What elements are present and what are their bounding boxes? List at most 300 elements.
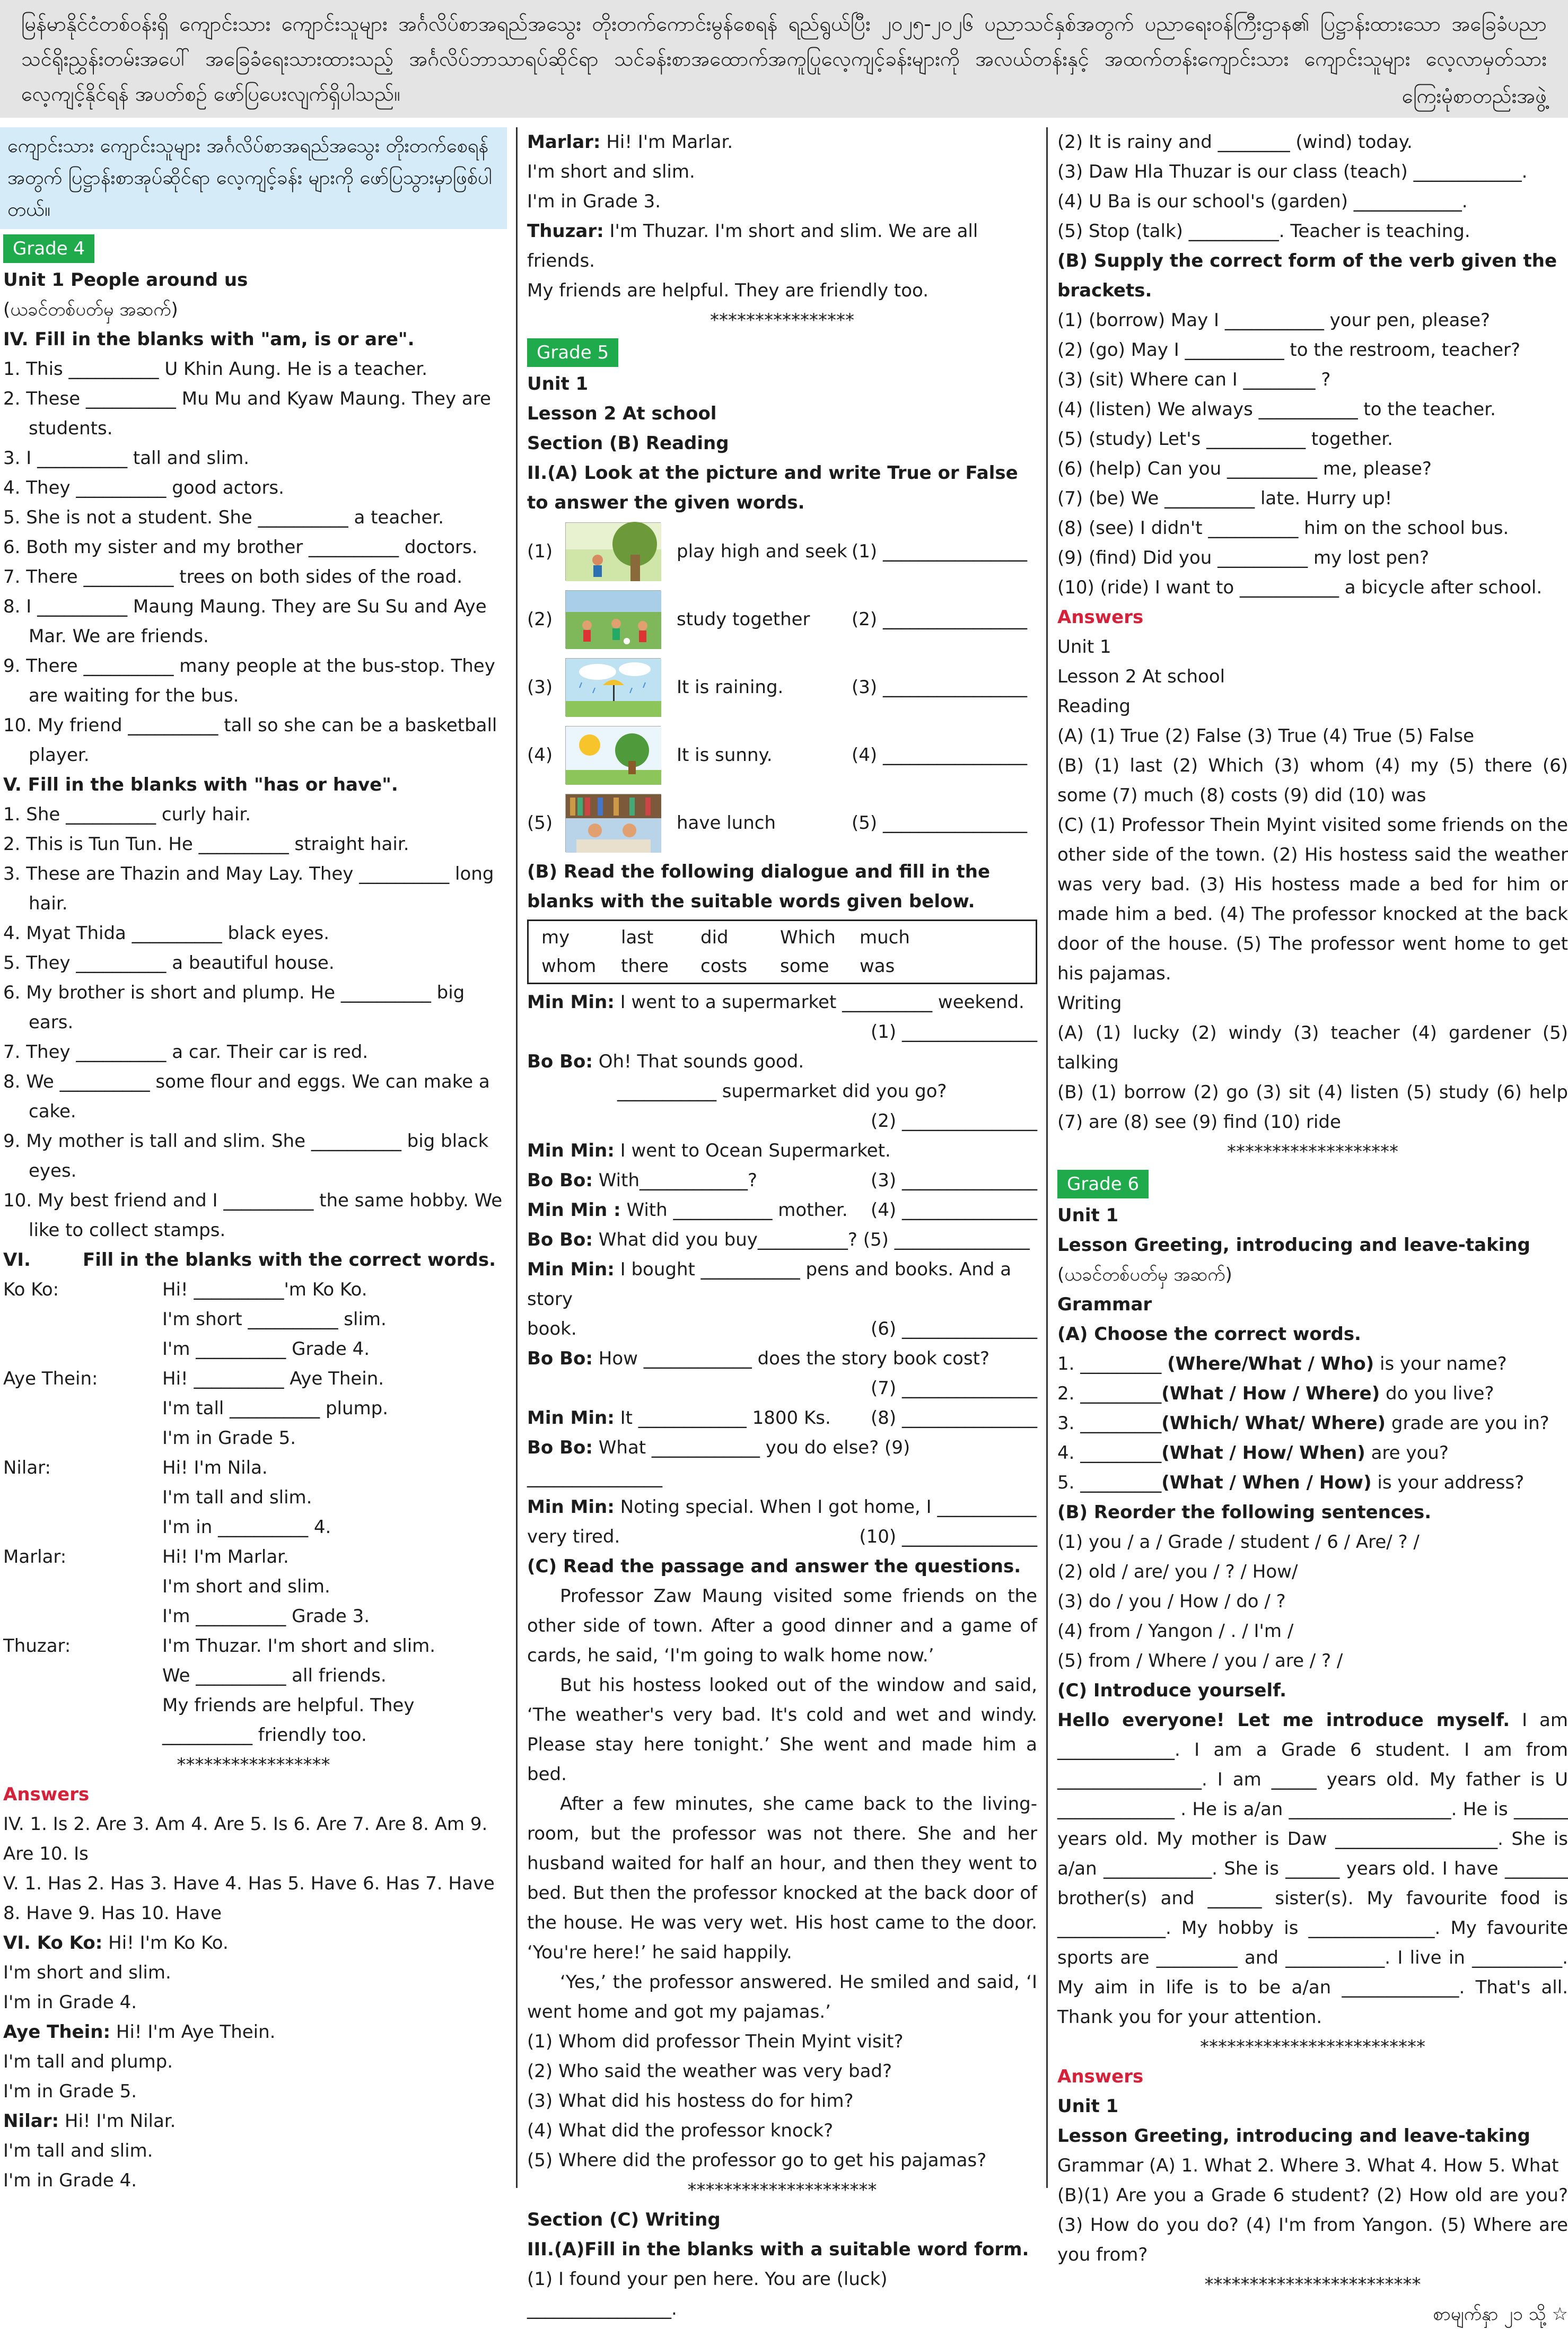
exercise-item: (4) U Ba is our school's (garden) ____________. [1057,191,1468,212]
picture-caption: have lunch [677,812,776,834]
verb-form-list [1057,305,1568,602]
dialogue-line [527,1255,1037,1314]
speaker-name: Thuzar: [3,1635,71,1657]
speaker-name: Min Min: [527,1140,615,1161]
question-b: (B) Read the following dialogue and fill in the blanks with the suitable words given below. [527,861,991,912]
question-c: (C) Read the passage and answer the questions. [527,1556,1021,1577]
speaker-name: Ko Ko: [3,1279,59,1300]
exercise-item: (9) (find) Did you __________ my lost pen? [1057,547,1430,568]
blank-number: 3. _________ [1057,1413,1162,1434]
answers-writing: Writing [1057,993,1122,1014]
answers-writing-a: (A) (1) lucky (2) windy (3) teacher (4) gardener (5) talking [1057,1022,1568,1073]
dialogue-line [527,1136,1037,1166]
dialogue-text: I bought ___________ pens and books. And a story [527,1259,1012,1310]
exercise-item: 9. There __________ many people at the bus-stop. They are waiting for the bus. [3,655,495,706]
dialogue-text: What did you buy__________? (5) _______________ [592,1229,1030,1250]
dialogue-left [527,1314,577,1344]
exercise-item: (3) (sit) Where can I ________ ? [1057,369,1331,390]
dialogue-text: I went to a supermarket __________ weekend. [614,992,1024,1013]
speaker-name [3,1661,162,1691]
answer-blank: (7) _______________ [871,1378,1037,1399]
dialogue-left [527,1433,1037,1492]
picture-number: (4) [527,745,553,766]
reading-passage [527,1581,1037,2027]
answer-speaker: VI. Ko Ko: [3,1932,103,1954]
exercise-item: (1) (borrow) May I ___________ your pen, please? [1057,310,1491,331]
dialogue-text: With ___________ mother. [620,1199,848,1221]
speaker-name: Thuzar: [527,221,604,242]
exercise-item [1057,1468,1568,1498]
dialogue-text: Hi! __________'m Ko Ko. [162,1279,367,1300]
dialogue-text: How ____________ does the story book cost? [592,1348,990,1369]
answer-line [3,2017,504,2047]
exercise-item: (5) from / Where / you / are / ? / [1057,1650,1343,1671]
word-choices: (What / How/ When) [1161,1442,1365,1464]
exercise-item: 8. I __________ Maung Maung. They are Su Su and Aye Mar. We are friends. [3,596,487,647]
word-row [541,952,1023,980]
word-box [527,920,1037,984]
section-vi-title [3,1245,504,1275]
dialogue-line [527,127,1037,157]
answer-text: Hi! I'm Nilar. [59,2111,176,2132]
word-option: whom [541,956,597,977]
answer-blank: (1) _______________ [871,1021,1037,1043]
question-a-choose: (A) Choose the correct words. [1057,1324,1361,1345]
speaker-name [3,1691,162,1750]
answers-reading-b: (B) (1) last (2) Which (3) whom (4) my (5) there (6) some (7) much (8) costs (9) did (10) was [1057,755,1568,806]
exercise-item: 7. There __________ trees on both sides of the road. [3,566,463,588]
exercise-item: (2) (go) May I ___________ to the restroom, teacher? [1057,339,1521,361]
word-form-list [1057,127,1568,246]
answer-line [3,2166,504,2195]
answers-v: V. 1. Has 2. Has 3. Have 4. Has 5. Have 6. Has 7. Have 8. Have 9. Has 10. Have [3,1873,495,1924]
word-option: Which [780,927,836,948]
section-c-writing: Section (C) Writing [527,2209,721,2230]
speaker-name: Aye Thein: [3,1368,98,1389]
answer-blank: (10) _______________ [859,1526,1037,1547]
answer-text: I'm in Grade 4. [3,1992,137,2013]
page-continue-note: စာမျက်နှာ ၂၁ သို့ ☆ [1433,2304,1568,2325]
dialogue-text: Hi! I'm Marlar. [600,132,733,153]
picture-item [527,721,1037,789]
answers-heading: Answers [3,1784,90,1805]
answers-reading-c: (C) (1) Professor Thein Myint visited some friends on the other side of the town. (2) His hostess said the weather was very bad. (3) His hostess made a bed for him or made him a bed. (4) The professor knocked at the back door of the house. (5) The professor went home to get his pajamas. [1057,815,1568,984]
dialogue-text: My friends are helpful. They are friendly too. [527,280,929,301]
answer-text: Hi! I'm Aye Thein. [110,2021,276,2043]
dialogue-line [3,1304,504,1334]
answer-speaker: Aye Thein: [3,2021,111,2043]
dialogue-text: It ____________ 1800 Ks. [614,1407,831,1429]
dialogue-line [3,1661,504,1691]
exercise-item: 7. They __________ a car. Their car is red. [3,1041,369,1063]
answer-speaker: Nilar: [3,2111,59,2132]
exercise-item [1057,1408,1568,1438]
dialogue-line [3,1512,504,1542]
dialogue-line [527,1433,1037,1492]
answers-grammar-a: Grammar (A) 1. What 2. Where 3. What 4. How 5. What [1057,2155,1559,2176]
word-option: there [621,956,669,977]
dialogue-line [3,1364,504,1394]
exercise-item: (6) (help) Can you __________ me, please? [1057,458,1432,479]
speaker-name: Nilar: [3,1457,51,1478]
dialogue-left [527,1195,848,1225]
speaker-name [3,1512,162,1542]
exercise-item: (4) (listen) We always ___________ to the teacher. [1057,399,1496,420]
answers-unit: Unit 1 [1057,636,1111,658]
exercise-item: (1) you / a / Grade / student / 6 / Are/ ? / [1057,1531,1420,1553]
exercise-item: 5. She is not a student. She __________ a teacher. [3,507,444,528]
dialogue-line [3,1275,504,1304]
answer-blank: (3) _______________ [871,1170,1037,1191]
section-v-list [3,800,504,1245]
picture-illustration [565,522,661,581]
exercise-item: 2. These __________ Mu Mu and Kyaw Maung. They are students. [3,388,491,439]
blank-number: 1. _________ [1057,1353,1168,1374]
picture-number: (3) [527,677,553,698]
exercise-item: 5. They __________ a beautiful house. [3,952,335,974]
dialogue-text: book. [527,1318,577,1339]
separator-stars: ********************* [687,2179,877,2201]
question-end: is your address? [1371,1472,1525,1493]
dialogue-left [527,1166,757,1195]
passage-paragraph: After a few minutes, she came back to the living-room, but the professor was not there. She and her husband waited for half an hour, and then they went to bed. But then the professor knocked at the back door of the house. He was very wet. His host came to the door. ‘You're here!’ he said happily. [527,1793,1037,1963]
dialogue-line [527,1225,1037,1255]
separator-stars: ******************* [1227,1141,1398,1162]
dialogue-text: Oh! That sounds good. [592,1051,804,1072]
exercise-item: 8. We __________ some flour and eggs. We can make a cake. [3,1071,490,1122]
column-3 [1057,127,1568,2325]
exercise-item: 6. Both my sister and my brother __________ doctors. [3,537,478,558]
dialogue-text: Hi! I'm Nila. [162,1457,268,1478]
dialogue-line [527,1166,1037,1195]
exercise-item: (2) old / are/ you / ? / How/ [1057,1561,1298,1582]
separator-stars: ************************* [1200,2036,1425,2057]
speaker-name: Bo Bo: [527,1229,593,1250]
answer-blank: (5) ________________ [852,812,1027,834]
exercise-item: 4. Myat Thida __________ black eyes. [3,923,330,944]
dialogue-fill [527,987,1037,1552]
dialogue-text: I'm tall __________ plump. [162,1398,389,1419]
grade-6-badge: Grade 6 [1057,1170,1149,1198]
column-1 [0,127,507,2191]
speaker-name: Marlar: [3,1546,67,1568]
answer-text: I'm short and slim. [3,1962,171,1983]
answer-line [3,2136,504,2166]
separator-stars: ************************ [1204,2274,1421,2295]
picture-illustration [565,794,661,852]
dialogue-text: Hi! __________ Aye Thein. [162,1368,384,1389]
dialogue-text: I'm tall and slim. [162,1487,312,1508]
question-item: (2) Who said the weather was very bad? [527,2061,892,2082]
blank-number: 5. _________ [1057,1472,1162,1493]
blank-number: 4. _________ [1057,1442,1162,1464]
unit-title: Unit 1 People around us [3,269,248,291]
dialogue-line [527,216,1037,276]
choose-list [1057,1349,1568,1498]
separator-stars: ***************** [177,1754,330,1775]
dialogue-left [527,1047,804,1076]
separator-stars: **************** [710,310,854,331]
header-text: မြန်မာနိုင်ငံတစ်ဝန်းရှိ ကျောင်းသား ကျောင်းသူများ အင်္ဂလိပ်စာအရည်အသွေး တိုးတက်ကောင်းမွန်စေရန် ရည်ရွယ်ပြီး ၂၀၂၅-၂၀၂၆ ပညာသင်နှစ်အတွက် ပညာရေးဝန်ကြီးဌာန၏ ပြဋ္ဌာန်းထားသော အခြေခံပညာသင်ရိုးညွှန်းတမ်းအပေါ် အခြေခံရေးသားထားသည့် အင်္ဂလိပ်ဘာသာရပ်ဆိုင်ရာ သင်ခန်းစာအထောက်အကူပြုလေ့ကျင့်ခန်းများကို အလယ်တန်းနှင့် အထက်တန်းကျောင်းသား ကျောင်းသူများ လေ့လာမှတ်သားလေ့ကျင့်နိုင်ရန် အပတ်စဉ် ဖော်ပြပေးလျက်ရှိပါသည်။ [21,12,1547,106]
speaker-name [3,1423,162,1453]
intro-lead: Hello everyone! Let me introduce myself. [1057,1710,1510,1731]
word-choices: (What / How / Where) [1161,1383,1380,1404]
introduce-yourself-text [1057,1705,1568,2032]
answers-grammar-b: (B)(1) Are you a Grade 6 student? (2) How old are you? (3) How do you do? (4) I'm from Yangon. (5) Where are you from? [1057,2185,1568,2265]
exercise-item [1057,1349,1568,1379]
speaker-name: Bo Bo: [527,1348,593,1369]
grade-5-badge: Grade 5 [527,338,618,367]
answer-line [3,2047,504,2077]
picture-item [527,789,1037,857]
exercise-item [1057,1379,1568,1408]
grade-6-unit: Unit 1 [1057,1205,1119,1226]
column-2 [527,127,1037,2319]
word-row [541,923,1023,952]
picture-caption: It is sunny. [677,745,773,766]
dialogue-line [3,1453,504,1483]
exercise-item: 1. She __________ curly hair. [3,804,251,825]
answer-text: I'm in Grade 4. [3,2170,137,2191]
exercise-item: (8) (see) I didn't __________ him on the school bus. [1057,518,1509,539]
question-end: grade are you in? [1386,1413,1549,1434]
exercise-item: (5) (study) Let's ___________ together. [1057,428,1393,450]
header-credit: ကြေးမုံစာတည်းအဖွဲ့ [1401,84,1547,108]
word-option: did [700,927,729,948]
dialogue-line [527,1492,1037,1522]
speaker-name: Bo Bo: [527,1170,593,1191]
question-item: (5) Where did the professor go to get his pajamas? [527,2150,987,2171]
answers-unit-2: Unit 1 [1057,2096,1119,2117]
exercise-item: 1. This __________ U Khin Aung. He is a teacher. [3,358,428,380]
exercise-item: 2. This is Tun Tun. He __________ straight hair. [3,834,409,855]
question-end: do you live? [1380,1383,1494,1404]
dialogue-left [527,1225,1030,1255]
dialogue-line [3,1572,504,1601]
picture-illustration [565,658,661,716]
speaker-name: Bo Bo: [527,1437,593,1458]
exercise-item: (3) Daw Hla Thuzar is our class (teach) ____________. [1057,161,1528,182]
passage-paragraph: But his hostess looked out of the window and said, ‘The weather's very bad. It's cold and wet and windy. Please stay here tonight.’ She went and made him a bed. [527,1675,1037,1785]
blank-number: 2. _________ [1057,1383,1162,1404]
answer-line [3,1928,504,1958]
question-b-reorder: (B) Reorder the following sentences. [1057,1502,1432,1523]
dialogue-line [527,1522,1037,1552]
question-end: is your name? [1374,1353,1507,1374]
dialogue-continued [527,127,1037,305]
answer-text: I'm in Grade 5. [3,2081,137,2102]
reorder-list [1057,1527,1568,1676]
speaker-name: Bo Bo: [527,1051,593,1072]
exercise-item: 9. My mother is tall and slim. She __________ big black eyes. [3,1131,489,1181]
exercise-item [1057,1438,1568,1468]
passage-paragraph: Professor Zaw Maung visited some friends on the other side of town. After a good dinner and a game of cards, he said, ‘I'm going to walk home now.’ [527,1586,1037,1666]
column-divider [516,127,518,2188]
answer-blank: (3) ________________ [852,677,1027,698]
dialogue-line [527,1344,1037,1373]
section-vi-number: VI. [3,1249,31,1271]
picture-item [527,653,1037,721]
answer-blank: (2) ________________ [852,609,1027,630]
dialogue-line [3,1631,504,1661]
speaker-name: Min Min: [527,992,615,1013]
dialogue-text: I went to Ocean Supermarket. [614,1140,891,1161]
dialogue-text: We __________ all friends. [162,1665,387,1686]
picture-number: (5) [527,812,553,834]
passage-paragraph: ‘Yes,’ the professor answered. He smiled and said, ‘I went home and got my pajamas.’ [527,1972,1037,2022]
word-option: my [541,927,570,948]
dialogue-text: I'm Thuzar. I'm short and slim. [162,1635,436,1657]
grade-6-lesson: Lesson Greeting, introducing and leave-taking [1057,1234,1530,1256]
dialogue-line [3,1483,504,1512]
question-list [527,2027,1037,2175]
question-c-intro: (C) Introduce yourself. [1057,1680,1286,1701]
dialogue-left [527,1136,891,1166]
answer-blank: (4) _______________ [871,1199,1037,1221]
answer-line [3,2077,504,2106]
speaker-name: Marlar: [527,132,601,153]
dialogue-text: I'm short __________ slim. [162,1309,387,1330]
section-title: Section (B) Reading [527,433,729,454]
dialogue-line [527,276,1037,305]
grade-4-badge: Grade 4 [3,234,94,263]
exercise-item: 3. I __________ tall and slim. [3,448,250,469]
question-item: (1) Whom did professor Thein Myint visit? [527,2031,904,2052]
word-option: costs [700,956,748,977]
answer-blank: (1) ________________ [852,541,1027,562]
continued-note: (ယခင်တစ်ပတ်မှ အဆက်) [3,299,178,320]
answer-text: I'm tall and plump. [3,2051,173,2072]
dialogue-left [527,1403,831,1433]
answers-reading: Reading [1057,696,1131,717]
speaker-name [3,1601,162,1631]
picture-item [527,518,1037,585]
dialogue-text: I'm __________ Grade 3. [162,1606,370,1627]
answer-blank: (6) _______________ [871,1318,1037,1339]
exercise-item: (4) from / Yangon / . / I'm / [1057,1621,1294,1642]
dialogue-text: Noting special. When I got home, I ___________ [614,1496,1037,1518]
exercise-item: 3. These are Thazin and May Lay. They __________ long hair. [3,863,494,914]
exercise-item: 4. They __________ good actors. [3,477,284,498]
exercise-item: (5) Stop (talk) __________. Teacher is teaching. [1057,221,1470,242]
question-2a: II.(A) Look at the picture and write True or False to answer the given words. [527,462,1018,513]
section-iv-title: IV. Fill in the blanks with "am, is or are". [3,329,415,350]
lesson-title: Lesson 2 At school [527,403,717,424]
dialogue-line [527,1314,1037,1344]
picture-number: (1) [527,541,553,562]
header-banner [0,0,1568,118]
exercise-item: 10. My friend __________ tall so she can be a basketball player. [3,715,497,766]
speaker-name [3,1483,162,1512]
unit-title: Unit 1 [527,373,589,395]
speaker-name [3,1572,162,1601]
word-choices: (What / When / How) [1161,1472,1372,1493]
answers-lesson: Lesson 2 At school [1057,666,1225,687]
dialogue-line [527,987,1037,1017]
section-v-title: V. Fill in the blanks with "has or have". [3,774,398,795]
dialogue-line [527,187,1037,216]
dialogue-line [527,157,1037,187]
answer-text: Hi! I'm Ko Ko. [102,1932,229,1954]
dialogue-line [3,1423,504,1453]
speaker-name [3,1334,162,1364]
word-option: was [860,956,895,977]
speaker-name: Min Min: [527,1259,615,1280]
continued-note: (ယခင်တစ်ပတ်မှ အဆက်) [1057,1264,1232,1285]
dialogue-text: What ____________ you do else? (9) _______________ [527,1437,910,1488]
dialogue-text: I'm in Grade 3. [527,191,661,212]
section-iv-list [3,354,504,770]
speaker-name: Min Min: [527,1407,615,1429]
answers-iv: IV. 1. Is 2. Are 3. Am 4. Are 5. Is 6. Are 7. Are 8. Am 9. Are 10. Is [3,1814,488,1864]
dialogue-line [3,1601,504,1631]
answers-reading-a: (A) (1) True (2) False (3) True (4) True (5) False [1057,725,1475,747]
question-end: are you? [1365,1442,1449,1464]
dialogue-line [3,1334,504,1364]
exercise-item: (10) (ride) I want to ___________ a bicycle after school. [1057,577,1543,598]
dialogue-line [527,1195,1037,1225]
word-option: much [860,927,910,948]
dialogue-line [527,1047,1037,1076]
dialogue-text: ___________ supermarket did you go? [617,1081,947,1102]
dialogue-text: I'm Thuzar. I'm short and slim. We are all friends. [527,221,978,272]
intro-body: I am _____________. I am a Grade 6 student. I am from ________________. I am _____ years old. My father is U _____________ . He is a/an __________________. He is ______ years old. My mother is Daw __________________. She is a/an ____________. She is ______ years old. I have _______ brother(s) and ______ sister(s). My favourite food is ____________. My hobby is ______________. My favourite sports are _________ and ___________. I live in __________. My aim in life is to be a/an _____________. That's all. Thank you for your attention. [1057,1710,1568,2028]
exercise-item: 10. My best friend and I __________ the same hobby. We like to collect stamps. [3,1190,503,1241]
answers-heading: Answers [1057,607,1144,628]
answer-line [3,2106,504,2136]
dialogue-text: I'm in Grade 5. [162,1428,296,1449]
dialogue-left [527,1255,1037,1314]
dialogue-text: I'm short and slim. [527,161,695,182]
speaker-name [3,1304,162,1334]
picture-caption: play high and seek [677,541,847,562]
exercise-item: (3) do / you / How / do / ? [1057,1591,1286,1612]
speaker-name [3,1394,162,1423]
dialogue-text: My friends are helpful. They __________ friendly too. [162,1695,415,1746]
answer-blank: (4) ________________ [852,745,1027,766]
exercise-item: (2) It is rainy and ________ (wind) today. [1057,132,1413,153]
answer-line [3,1987,504,2017]
picture-caption: study together [677,609,810,630]
section-vi-instruction: Fill in the blanks with the correct words. [83,1249,496,1271]
dialogue-text: I'm short and slim. [162,1576,330,1597]
word-option: some [780,956,829,977]
question-b-verbs: (B) Supply the correct form of the verb given the brackets. [1057,250,1557,301]
dialogue-text: very tired. [527,1526,620,1547]
answer-blank: (2) _______________ [871,1110,1037,1132]
speaker-name: Min Min: [527,1496,615,1518]
dialogue-left [527,987,1024,1017]
dialogue-text: With____________? [592,1170,758,1191]
word-choices: (Where/What / Who) [1167,1353,1374,1374]
answers-heading-2: Answers [1057,2066,1144,2087]
dialogue-line [3,1542,504,1572]
answer-line [3,1958,504,1987]
exercise-item: (7) (be) We __________ late. Hurry up! [1057,488,1392,509]
answer-blank: (8) _______________ [871,1407,1037,1429]
answers-lesson-2: Lesson Greeting, introducing and leave-taking [1057,2125,1530,2147]
dialogue-text: I'm __________ Grade 4. [162,1338,370,1360]
dialogue-text: Hi! I'm Marlar. [162,1546,289,1568]
answer-text: I'm tall and slim. [3,2140,153,2161]
question-item: (4) What did the professor knock? [527,2120,834,2141]
section-vi-dialogue [3,1275,504,1750]
intro-box: ကျောင်းသား ကျောင်းသူများ အင်္ဂလိပ်စာအရည်အသွေး တိုးတက်စေရန်အတွက် ပြဋ္ဌာန်းစာအုပ်ဆိုင်ရာ လေ့ကျင့်ခန်း များကို ဖော်ပြသွားမှာဖြစ်ပါတယ်။ [0,127,507,229]
word-option: last [621,927,654,948]
dialogue-line [527,1403,1037,1433]
picture-list [527,518,1037,857]
exercise-item: 6. My brother is short and plump. He __________ big ears. [3,982,465,1033]
